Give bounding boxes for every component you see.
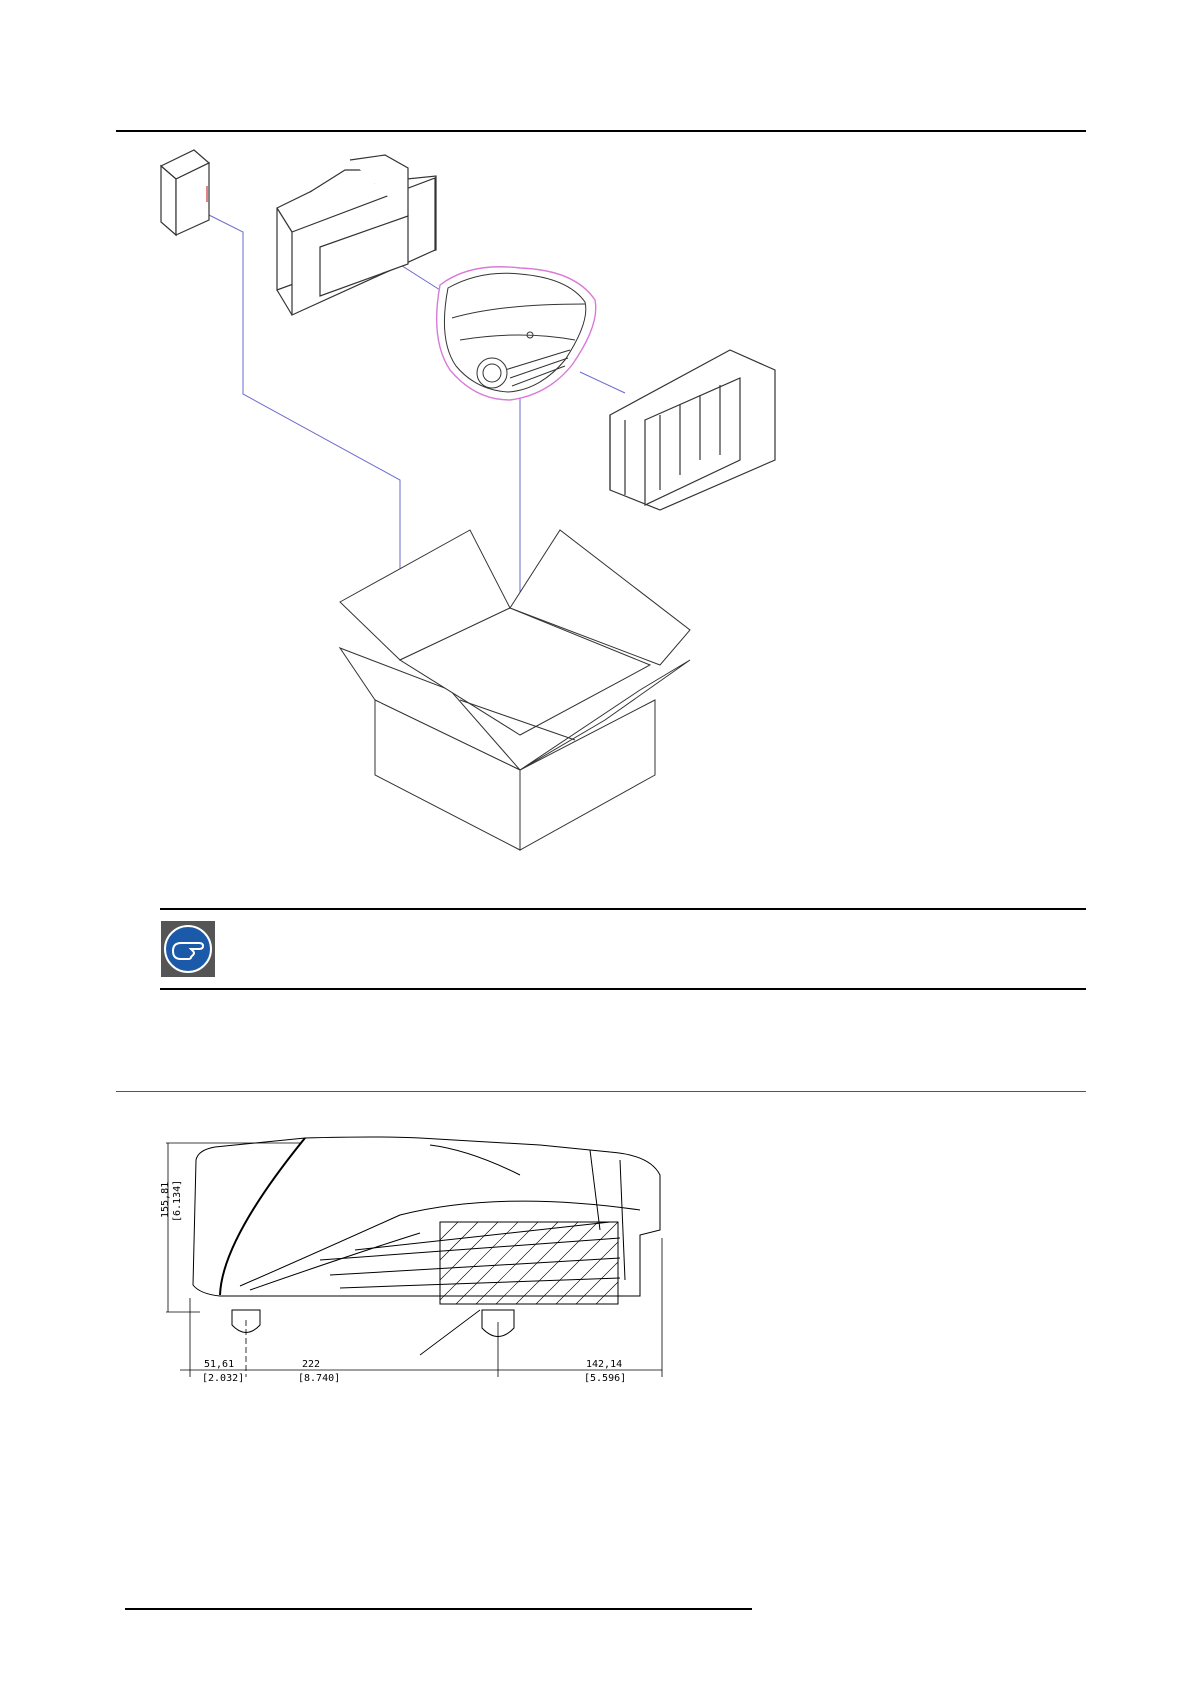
dim-middle-mm: 222 (302, 1359, 321, 1370)
footer-rule (125, 1608, 752, 1610)
open-carton (340, 530, 690, 850)
dim-front-in: [2.032] (202, 1373, 245, 1384)
accessory-box (161, 150, 209, 235)
projector-illustration (437, 267, 596, 400)
dim-front-mm: 51,61 (204, 1359, 235, 1370)
note-icon-box (161, 921, 215, 977)
note-rule-top (160, 908, 1086, 910)
dim-height-mm: 155,81 (160, 1181, 171, 1218)
note-rule-bottom (160, 988, 1086, 990)
foam-cap-left (277, 155, 436, 315)
foam-cap-right (610, 350, 775, 510)
dim-middle-in: [8.740] (298, 1373, 341, 1384)
dim-rear-mm: 142,14 (586, 1359, 623, 1370)
dim-rear-in: [5.596] (584, 1373, 627, 1384)
dim-height-in: [6.134] (172, 1179, 183, 1222)
section-rule (116, 1091, 1086, 1092)
pointing-hand-icon (161, 921, 215, 977)
